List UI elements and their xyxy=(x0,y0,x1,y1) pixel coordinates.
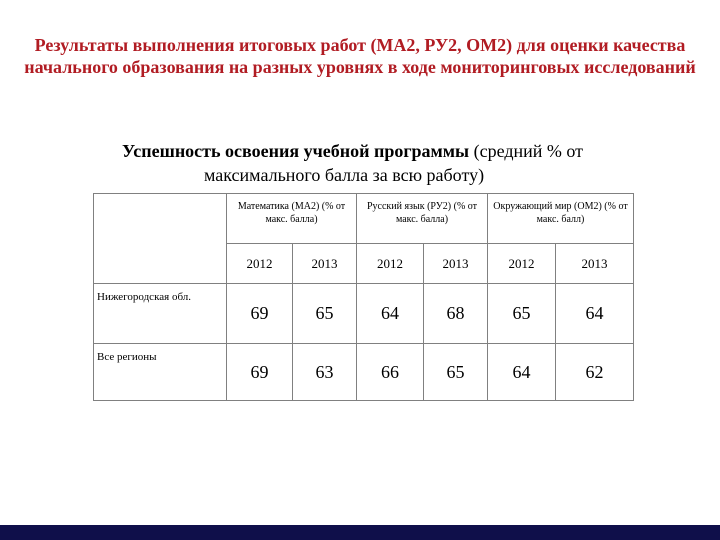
year-cell: 2012 xyxy=(227,244,293,284)
table-row xyxy=(94,344,634,401)
table-row xyxy=(94,284,634,344)
year-cell: 2012 xyxy=(488,244,556,284)
footer-bar xyxy=(0,525,720,540)
subject-header-russian: Русский язык (РУ2) (% от макс. балла) xyxy=(357,194,488,244)
year-cell: 2013 xyxy=(293,244,357,284)
value-cell: 64 xyxy=(556,284,634,344)
value-cell: 66 xyxy=(357,344,424,401)
slide-title: Результаты выполнения итоговых работ (МА2, РУ2, ОМ2) для оценки качества начального образования на разных уровнях в ходе мониторинговых исследований xyxy=(24,35,696,77)
slide-subtitle xyxy=(100,139,680,187)
value-cell: 69 xyxy=(227,344,293,401)
subtitle-line2: максимального балла за всю работу) xyxy=(204,165,485,185)
subject-header-math: Математика (МА2) (% от макс. балла) xyxy=(227,194,357,244)
value-cell: 65 xyxy=(293,284,357,344)
value-cell: 69 xyxy=(227,284,293,344)
corner-cell xyxy=(94,194,227,284)
value-cell: 63 xyxy=(293,344,357,401)
value-cell: 62 xyxy=(556,344,634,401)
subject-header-world: Окружающий мир (ОМ2) (% от макс. балл) xyxy=(488,194,634,244)
year-cell: 2013 xyxy=(424,244,488,284)
region-cell: Все регионы xyxy=(94,344,227,401)
value-cell: 64 xyxy=(488,344,556,401)
year-cell: 2013 xyxy=(556,244,634,284)
year-cell: 2012 xyxy=(357,244,424,284)
results-table xyxy=(93,193,634,401)
value-cell: 64 xyxy=(357,284,424,344)
subtitle-bold: Успешность освоения учебной программы xyxy=(122,141,470,161)
value-cell: 65 xyxy=(424,344,488,401)
subject-header-row xyxy=(94,194,634,244)
value-cell: 68 xyxy=(424,284,488,344)
value-cell: 65 xyxy=(488,284,556,344)
subtitle-rest: (средний % от xyxy=(469,141,584,161)
region-cell: Нижегородская обл. xyxy=(94,284,227,344)
